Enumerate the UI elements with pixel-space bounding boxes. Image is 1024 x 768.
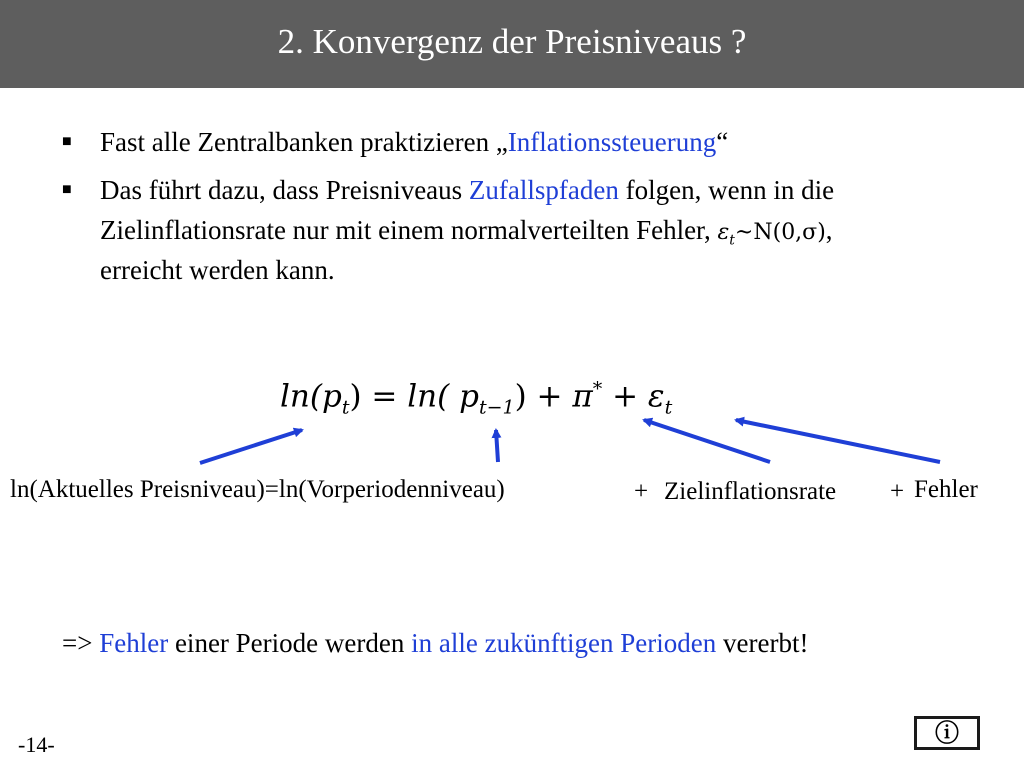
label-plus-1: +	[634, 478, 649, 505]
formula-plus-1: ) +	[514, 378, 573, 415]
epsilon-subscript: t	[729, 232, 735, 249]
page-number: -14-	[18, 732, 55, 757]
formula-rhs-sub: t−1	[478, 396, 515, 419]
bullet-1-highlight: Inflationssteuerung	[507, 127, 717, 157]
distribution-notation: ~N(0,σ)	[734, 220, 826, 245]
conclusion-middle: einer Periode werden	[168, 628, 412, 658]
conclusion-highlight-error: Fehler	[99, 628, 169, 658]
arrow-to-lhs	[200, 430, 302, 463]
bullet-square-icon: ■	[62, 181, 72, 198]
bullet-square-icon: ■	[62, 133, 72, 150]
label-error: Fehler	[914, 476, 978, 503]
label-target-inflation: Zielinflationsrate	[664, 478, 837, 505]
arrow-to-error	[736, 420, 940, 462]
bullet-1-end: “	[716, 127, 729, 157]
bullet-2-highlight: Zufallspfaden	[468, 175, 619, 205]
epsilon-symbol: ε	[717, 220, 730, 245]
formula-pi: π	[572, 378, 593, 415]
arrow-to-target-inflation	[644, 420, 770, 462]
conclusion-highlight-periods: in alle zukünftigen Perioden	[411, 628, 717, 658]
formula-equals: ) =	[349, 378, 408, 415]
label-current-price: ln(Aktuelles Preisniveau)=ln(Vorperiodenniveau)	[10, 476, 505, 503]
institution-logo	[914, 716, 980, 750]
slide-title: 2. Konvergenz der Preisniveaus ?	[277, 22, 747, 61]
bullet-2-line2-text: Zielinflationsrate nur mit einem normalverteilten Fehler,	[100, 215, 718, 245]
formula-epsilon-sub: t	[664, 396, 673, 419]
conclusion	[62, 628, 808, 659]
label-plus-2: +	[890, 478, 905, 505]
formula-lhs: ln(p	[280, 378, 342, 415]
arrow-to-lagged-price	[496, 430, 498, 462]
bullet-2-line3: erreicht werden kann.	[100, 255, 335, 285]
bullet-2-line1-end: folgen, wenn in die	[618, 175, 835, 205]
bullet-2-line2-end: ,	[825, 215, 833, 245]
logo-icon: ⓘ	[935, 719, 959, 747]
conclusion-arrow: =>	[62, 628, 100, 658]
conclusion-end: vererbt!	[716, 628, 809, 658]
formula-epsilon: + ε	[602, 378, 665, 415]
bullet-1-text: Fast alle Zentralbanken praktizieren „	[100, 127, 508, 157]
formula-lhs-sub: t	[341, 396, 350, 419]
formula-rhs-ln: ln( p	[407, 378, 479, 415]
formula-pi-star: *	[592, 378, 603, 400]
bullet-2-line1-text: Das führt dazu, dass Preisniveaus	[100, 175, 469, 205]
